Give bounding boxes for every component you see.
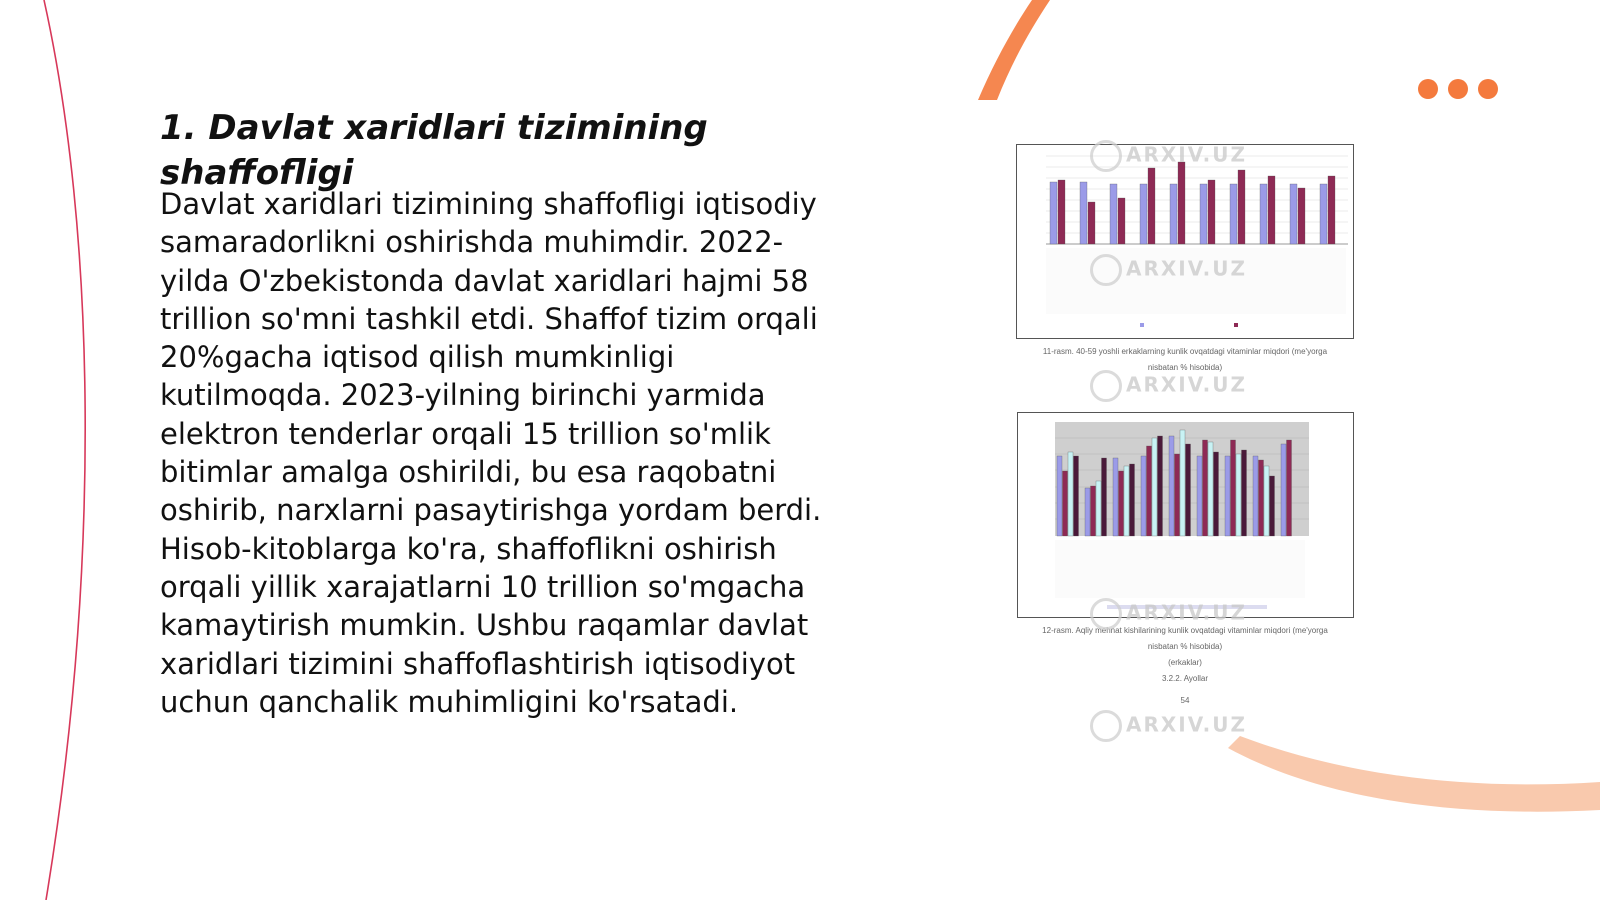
image-bar — [1170, 184, 1177, 244]
watermark-ring-icon — [1090, 140, 1122, 172]
image-bar — [1091, 486, 1096, 536]
image-bar — [1180, 430, 1185, 536]
image-bar — [1141, 456, 1146, 536]
image-bar — [1231, 440, 1236, 536]
slide-body-text: Davlat xaridlari tizimining shaffofligi iqtisodiy samaradorlikni oshirishda muhimdir. 2022-yilda O'zbekistonda davlat xaridlari hajmi 58 trillion so'mni tashkil etdi. Shaffof tizim orqali 20%gacha iqtisod qilish mumkinligi kutilmoqda. 2023-yilning birinchi yarmida elektron tenderlar orqali 15 trillion so'mlik bitimlar amalga oshirildi, bu esa raqobatni oshirib, narxlarni pasaytirishga yordam berdi. Hisob-kitoblarga ko'ra, shaffoflikni oshirish orqali yillik xarajatlarni 10 trillion so'mgacha kamaytirish mumkin. Ushbu raqamlar davlat xaridlari tizimini shaffoflashtirish iqtisodiyot uchun qanchalik muhimligini ko'rsatadi. — [160, 187, 822, 719]
watermark-ring-icon — [1090, 710, 1122, 742]
dot-2 — [1448, 79, 1468, 99]
image-bar — [1253, 456, 1258, 536]
menu-dots-icon — [1418, 79, 1498, 99]
image-bar — [1147, 446, 1152, 536]
watermark-text: ARXIV.UZ — [1126, 142, 1247, 167]
image-bar — [1118, 198, 1125, 244]
figure-1-caption-line-2: nisbatan % hisobida) — [1147, 363, 1223, 372]
image-bar — [1130, 464, 1135, 536]
image-bar — [1057, 456, 1062, 536]
left-red-curve — [44, 0, 85, 900]
image-bar — [1085, 488, 1090, 536]
figure-2-caption — [1010, 623, 1360, 709]
image-bar — [1058, 180, 1065, 244]
image-bar — [1298, 188, 1305, 244]
image-bar — [1068, 452, 1073, 536]
image-bar — [1290, 184, 1297, 244]
watermark-text: ARXIV.UZ — [1126, 712, 1247, 737]
image-bar — [1270, 476, 1275, 536]
image-bar — [1200, 184, 1207, 244]
image-bar — [1178, 162, 1185, 244]
watermark-ring-icon — [1090, 370, 1122, 402]
image-bar — [1088, 202, 1095, 244]
image-bar — [1264, 466, 1269, 536]
figure-2-caption-line-4: 3.2.2. Ayollar — [1161, 674, 1209, 683]
image-bar — [1152, 438, 1157, 536]
dot-1 — [1418, 79, 1438, 99]
watermark — [1090, 254, 1247, 286]
watermark — [1090, 598, 1247, 630]
image-bar — [1208, 180, 1215, 244]
image-bar — [1119, 471, 1124, 536]
watermark-text: ARXIV.UZ — [1126, 256, 1247, 281]
image-bar — [1214, 452, 1219, 536]
image-bar — [1096, 481, 1101, 536]
image-bar — [1238, 170, 1245, 244]
image-bar — [1260, 184, 1267, 244]
image-bar — [1328, 176, 1335, 244]
image-bar — [1259, 460, 1264, 536]
slide-title: 1. Davlat xaridlari tizimining shaffofligi — [160, 108, 708, 193]
figure-2-caption-line-3: (erkaklar) — [1168, 658, 1202, 667]
image-bar — [1208, 442, 1213, 536]
embedded-chart-image-1 — [1016, 144, 1354, 339]
image-bar — [1169, 436, 1174, 536]
image-bar — [1236, 454, 1241, 536]
image-bar — [1113, 458, 1118, 536]
watermark — [1090, 370, 1247, 402]
page-number: 54 — [1180, 696, 1190, 705]
watermark-text: ARXIV.UZ — [1126, 600, 1247, 625]
image-bar — [1158, 436, 1163, 536]
watermark — [1090, 710, 1247, 742]
image-bar — [1140, 184, 1147, 244]
image-bar — [1148, 168, 1155, 244]
image-bar — [1074, 456, 1079, 536]
image-bar — [1080, 182, 1087, 244]
image-bar — [1287, 440, 1292, 536]
watermark — [1090, 140, 1247, 172]
image-bar — [1281, 444, 1286, 536]
watermark-text: ARXIV.UZ — [1126, 372, 1247, 397]
top-orange-swoosh — [978, 0, 1050, 100]
image-bar — [1175, 454, 1180, 536]
bottom-peach-swoosh — [1228, 736, 1600, 812]
watermark-ring-icon — [1090, 254, 1122, 286]
watermark-ring-icon — [1090, 598, 1122, 630]
image-bar — [1230, 184, 1237, 244]
image-bar — [1320, 184, 1327, 244]
figure-1-caption-line-1: 11-rasm. 40-59 yoshli erkaklarning kunlik ovqatdagi vitaminlar miqdori (me'yorga — [1042, 347, 1328, 356]
figure-2-caption-line-2: nisbatan % hisobida) — [1147, 642, 1223, 651]
embedded-chart-image-2 — [1017, 412, 1354, 618]
image-bar — [1050, 182, 1057, 244]
figure-2-caption-line-1: 12-rasm. Aqliy mehnat kishilarining kunlik ovqatdagi vitaminlar miqdori (me'yorga — [1042, 626, 1328, 635]
image-bar — [1124, 466, 1129, 536]
image-bar — [1268, 176, 1275, 244]
image-bar — [1197, 456, 1202, 536]
image-bar — [1242, 450, 1247, 536]
image-bar — [1203, 440, 1208, 536]
image-bar — [1110, 184, 1117, 244]
dot-3 — [1478, 79, 1498, 99]
image-bar — [1225, 456, 1230, 536]
image-bar — [1102, 458, 1107, 536]
image-bar — [1186, 444, 1191, 536]
image-bar — [1063, 471, 1068, 536]
